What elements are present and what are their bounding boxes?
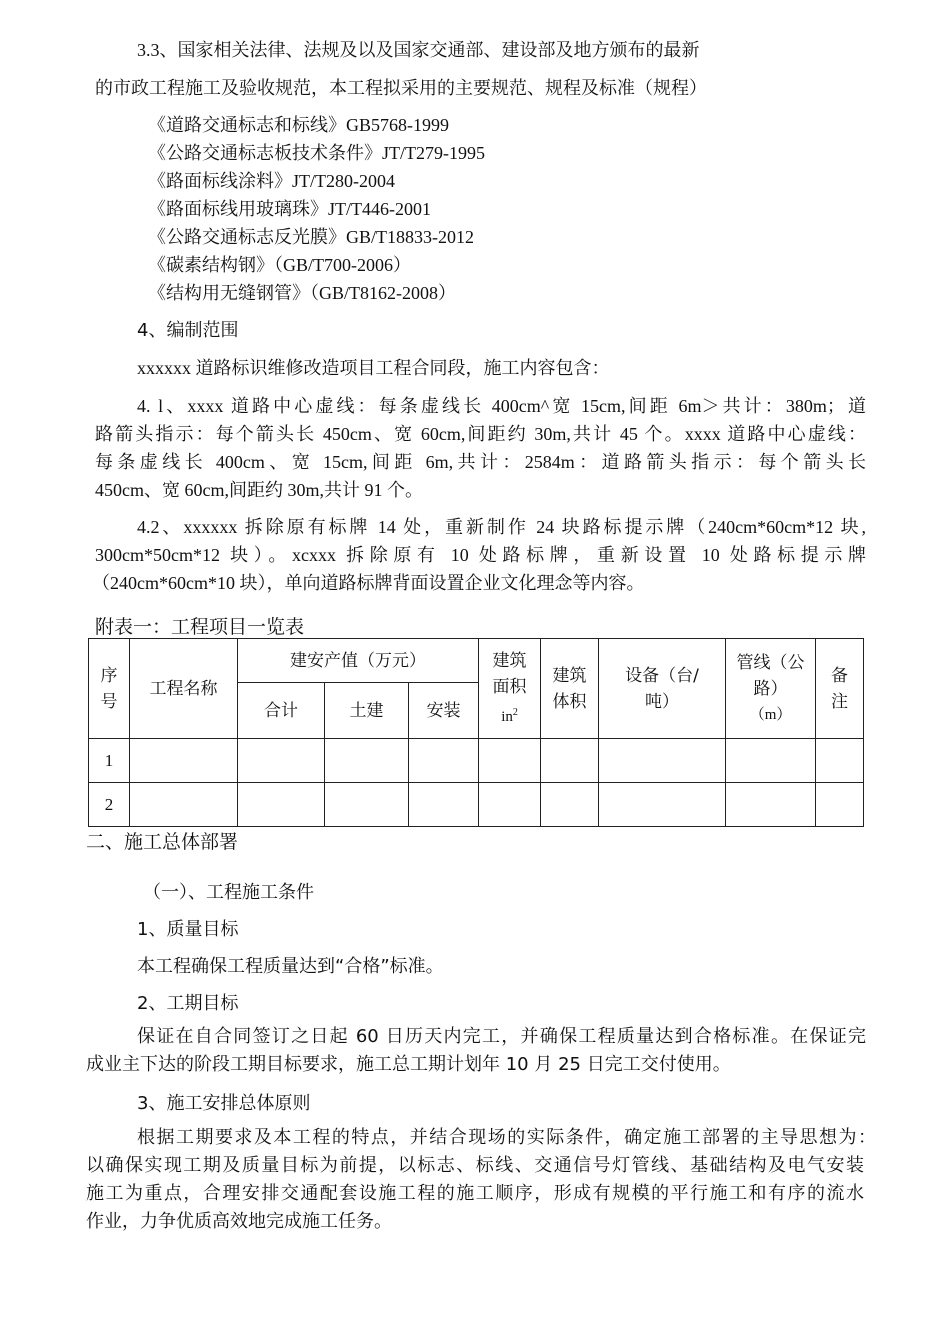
project-table [88, 638, 864, 827]
cell-install [409, 739, 479, 783]
standard-item: 《结构用无缝钢管》（GB/T8162-2008） [148, 283, 456, 303]
cell-equipment [599, 783, 726, 827]
cell-volume [541, 783, 599, 827]
quality-text: 本工程确保工程质量达到“合格”标准。 [137, 956, 444, 977]
para-4-1-line: 每条虚线长 400cm、宽 15cm,间距 6m,共计：2584m：道路箭头指示：每个箭头长 [95, 452, 866, 472]
para-3-3-line-2: 的市政工程施工及验收规范，本工程拟采用的主要规范、规程及标准（规程） [95, 78, 707, 98]
para-4-1-line: 4. l、xxxx 道路中心虚线：每条虚线长 400cm^宽 15cm,间距 6m＞共计：380m；道 [137, 396, 866, 416]
cell-remark [816, 739, 864, 783]
section-2-heading: 二、施工总体部署 [86, 831, 239, 853]
standard-item: 《碳素结构钢》（GB/T700-2006） [148, 255, 411, 275]
para-4-1-line: 450cm、宽 60cm,间距约 30m,共计 91 个。 [95, 480, 423, 500]
header-remark: 备注 [816, 639, 864, 739]
principle-heading: 3、施工安排总体原则 [137, 1093, 311, 1114]
standard-item: 《公路交通标志反光膜》GB/T18833-2012 [148, 227, 474, 247]
scope-heading: 4、编制范围 [137, 320, 239, 341]
header-total: 合计 [238, 683, 325, 739]
principle-text-line: 施工为重点，合理安排交通配套设施工程的施工顺序，形成有规模的平行施工和有序的流水 [86, 1183, 864, 1204]
quality-heading: 1、质量目标 [137, 919, 239, 940]
cell-install [409, 783, 479, 827]
cell-volume [541, 739, 599, 783]
table-row [89, 739, 864, 783]
table-caption: 附表一：工程项目一览表 [95, 616, 305, 638]
para-4-2-line: （240cm*60cm*10 块），单向道路标牌背面设置企业文化理念等内容。 [92, 573, 645, 593]
cell-pipe [726, 739, 816, 783]
header-building-area: 建筑 面积 $in^2$ [479, 639, 541, 739]
period-text-line: 保证在自合同签订之日起 60 日历天内完工，并确保工程质量达到合格标准。在保证完 [137, 1026, 866, 1047]
principle-text-line: 以确保实现工期及质量目标为前提，以标志、标线、交通信号灯管线、基础结构及电气安装 [86, 1155, 864, 1176]
standard-item: 《道路交通标志和标线》GB5768-1999 [148, 115, 449, 135]
cell-pipe [726, 783, 816, 827]
header-pipeline: 管线（公路） （m） [726, 639, 816, 739]
period-heading: 2、工期目标 [137, 993, 239, 1014]
para-3-3-line-1: 3.3、国家相关法律、法规及以及国家交通部、建设部及地方颁布的最新 [137, 40, 700, 60]
cell-seq: 2 [89, 783, 130, 827]
table-row [89, 783, 864, 827]
header-building-volume: 建筑体积 [541, 639, 599, 739]
para-4-2-line: 300cm*50cm*12 块）。xcxxx 拆除原有 10 处路标牌，重新设置 10 处路标提示牌 [95, 545, 866, 565]
period-text-line: 成业主下达的阶段工期目标要求，施工总工期计划年 10 月 25 日完工交付使用。 [86, 1054, 731, 1075]
standard-item: 《路面标线用玻璃珠》JT/T446-2001 [148, 199, 431, 219]
standard-item: 《公路交通标志板技术条件》JT/T279-1995 [148, 143, 485, 163]
scope-intro: xxxxxx 道路标识维修改造项目工程合同段，施工内容包含： [137, 358, 610, 378]
header-equipment: 设备（台/吨） [599, 639, 726, 739]
cell-area [479, 739, 541, 783]
standard-item: 《路面标线涂料》JT/T280-2004 [148, 171, 395, 191]
header-seq: 序号 [89, 639, 130, 739]
principle-text-line: 作业，力争优质高效地完成施工任务。 [86, 1211, 392, 1232]
cell-civil [325, 739, 409, 783]
cell-name [130, 739, 238, 783]
cell-name [130, 783, 238, 827]
cell-area [479, 783, 541, 827]
cell-civil [325, 783, 409, 827]
cell-total [238, 783, 325, 827]
section-2-subheading: （一）、工程施工条件 [143, 882, 314, 903]
principle-text-line: 根据工期要求及本工程的特点，并结合现场的实际条件，确定施工部署的主导思想为： [137, 1127, 876, 1148]
para-4-1-line: 路箭头指示：每个箭头长 450cm、宽 60cm,间距约 30m,共计 45 个。xxxx 道路中心虚线： [95, 424, 866, 444]
header-civil: 土建 [325, 683, 409, 739]
cell-equipment [599, 739, 726, 783]
para-4-2-line: 4.2、xxxxxx 拆除原有标牌 14 处，重新制作 24 块路标提示牌（240cm*60cm*12 块, [137, 517, 866, 537]
header-install: 安装 [409, 683, 479, 739]
cell-remark [816, 783, 864, 827]
cell-total [238, 739, 325, 783]
cell-seq: 1 [89, 739, 130, 783]
header-value-group: 建安产值（万元） [238, 639, 479, 683]
header-project-name: 工程名称 [130, 639, 238, 739]
